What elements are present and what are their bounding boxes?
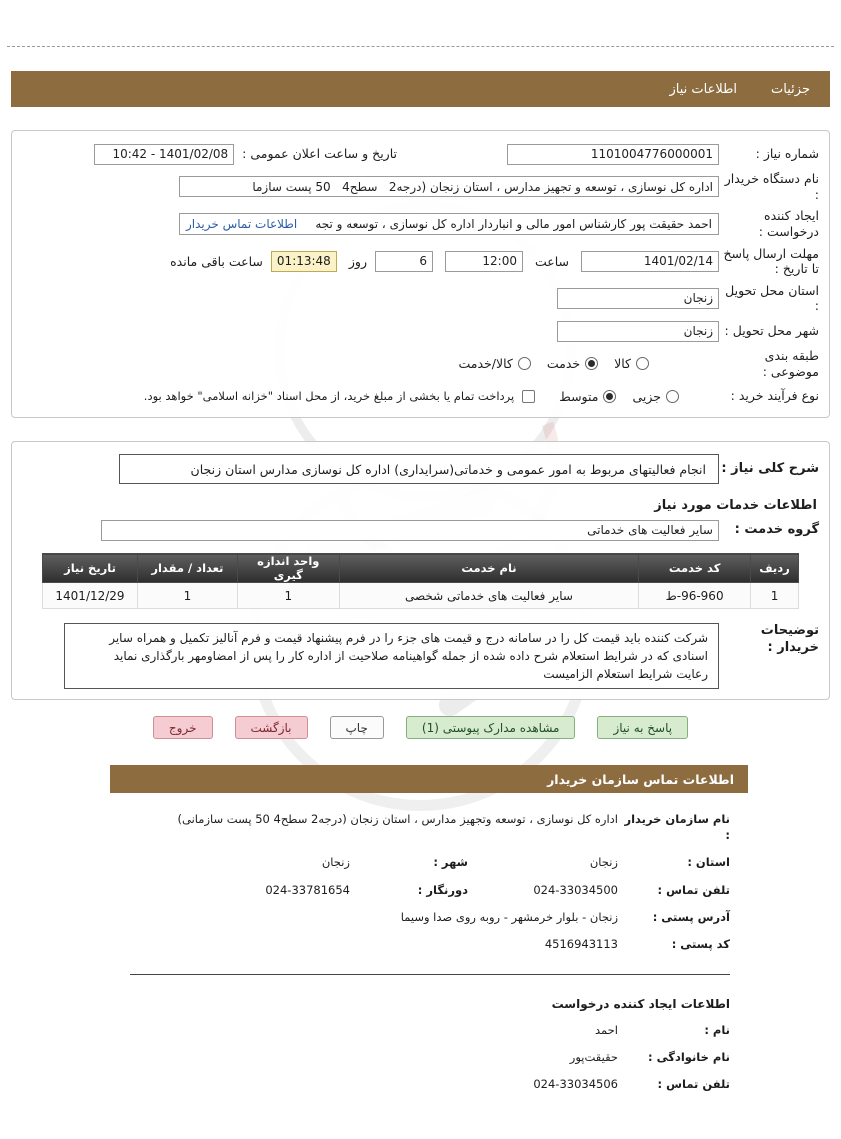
buyer-org-label: نام دستگاه خریدار : <box>724 171 819 202</box>
minor-radio-label: جزیی <box>632 388 661 404</box>
province-city-row <box>110 854 730 870</box>
last-name-row <box>110 1049 730 1065</box>
request-creator-row <box>22 208 819 239</box>
services-heading: اطلاعات خدمات مورد نیاز <box>654 498 817 514</box>
col-need-date: تاریخ نیاز <box>43 554 138 583</box>
goods-service-radio[interactable] <box>518 357 531 370</box>
table-row <box>43 583 799 609</box>
contact-address-value: زنجان - بلوار خرمشهر - روبه روی صدا وسیما <box>400 909 618 924</box>
buyer-notes-text: شرکت کننده باید قیمت کل را در سامانه درج و قیمت های جزء را در فرم پیشنهاد قیمت و فرم آنالیز تکمیل و همراه سایر اسنادی که در شرایط استعلام شرح داده شده از جمله گواهینامه صلاحیت از اداره کار را پس از امضاومهر بارگذاری نماید <box>109 631 708 664</box>
need-desc-box: انجام فعالیتهای مربوط به امور عمومی و خدماتی(سرایداری) اداره کل نوسازی مدارس استان زنجان <box>119 454 719 484</box>
delivery-province-label: استان محل تحویل : <box>725 282 819 314</box>
view-attachments-button[interactable]: مشاهده مدارک پیوستی (1) <box>406 716 576 739</box>
need-description-panel <box>11 441 830 700</box>
process-type-row <box>22 385 819 407</box>
process-type-label: نوع فرآیند خرید : <box>730 388 819 404</box>
service-radio-label: خدمت <box>546 356 581 372</box>
service-group-input[interactable] <box>101 520 719 541</box>
deadline-row <box>22 246 819 277</box>
address-row <box>110 909 730 925</box>
buyer-notes-label: توضیحات خریدار : <box>760 623 819 655</box>
option-service[interactable] <box>547 356 598 371</box>
cell-service-name: سایر فعالیت های خدماتی شخصی <box>339 583 638 609</box>
services-table-header-row <box>43 554 799 583</box>
need-number-input[interactable] <box>507 144 719 165</box>
request-creator-value: احمد حقیقت پور کارشناس امور مالی و انباردار اداره کل نوسازی ، توسعه و تجه <box>315 216 712 231</box>
announce-label: تاریخ و ساعت اعلان عمومی : <box>242 146 397 162</box>
org-name-label: نام سازمان خریدار : <box>624 812 730 843</box>
cell-row-number: 1 <box>751 583 799 609</box>
contact-city-value: زنجان <box>321 855 350 870</box>
goods-radio-label: کالا <box>614 356 631 372</box>
request-creator-field <box>179 213 719 235</box>
service-radio[interactable] <box>585 357 598 370</box>
postal-code-label: کد پستی : <box>671 936 730 951</box>
col-unit: واحد اندازه گیری <box>237 554 339 583</box>
col-row-number: ردیف <box>751 554 799 583</box>
need-number-row <box>22 143 819 165</box>
hour-label: ساعت <box>534 253 569 269</box>
first-name-value: احمد <box>595 1022 618 1037</box>
remaining-countdown: 01:13:48 <box>271 251 337 272</box>
delivery-province-input[interactable] <box>557 288 719 309</box>
creator-info-heading: اطلاعات ایجاد کننده درخواست <box>551 996 730 1011</box>
contact-phone-label: تلفن تماس : <box>657 882 730 897</box>
minor-radio[interactable] <box>666 390 679 403</box>
exit-button[interactable]: خروج <box>153 716 213 739</box>
need-desc-row <box>22 454 819 484</box>
first-name-label: نام : <box>704 1022 730 1037</box>
delivery-city-label: شهر محل تحویل : <box>724 323 819 339</box>
contact-province-value: زنجان <box>589 855 618 870</box>
medium-radio-label: متوسط <box>559 388 599 404</box>
first-name-row <box>110 1022 730 1038</box>
buyer-notes-text-2: رعایت شرایط استعلام الزامیست <box>543 667 708 682</box>
service-group-label: گروه خدمت : <box>734 522 819 538</box>
option-goods-service[interactable] <box>458 356 530 371</box>
option-medium[interactable] <box>559 389 616 404</box>
creator-phone-row <box>110 1076 730 1092</box>
creator-phone-value: 024-33034506 <box>533 1077 618 1091</box>
col-service-name: نام خدمت <box>339 554 638 583</box>
buyer-contact-link[interactable]: اطلاعات تماس خریدار <box>186 216 298 231</box>
remaining-label: ساعت باقی مانده <box>170 253 263 269</box>
top-dashed-divider <box>7 46 834 47</box>
days-input[interactable] <box>375 251 433 272</box>
contact-province-label: استان : <box>687 855 730 870</box>
tab-details[interactable]: جزئیات <box>771 81 810 97</box>
buyer-notes-box <box>64 623 719 689</box>
announce-datetime-input[interactable] <box>94 144 234 165</box>
contact-fax-value: 024-33781654 <box>265 882 350 897</box>
creator-phone-label: تلفن تماس : <box>657 1077 730 1091</box>
cell-quantity: 1 <box>138 583 238 609</box>
contact-phone-value: 024-33034500 <box>533 882 618 897</box>
deadline-time-input[interactable] <box>445 251 523 272</box>
org-name-value: اداره کل نوسازی ، توسعه وتجهیز مدارس ، استان زنجان (درجه2 سطح4 50 پست سازمانی) <box>177 812 618 827</box>
option-goods[interactable] <box>614 356 649 371</box>
action-buttons-row <box>0 716 841 739</box>
delivery-city-input[interactable] <box>557 321 719 342</box>
request-creator-label: ایجاد کننده درخواست : <box>758 208 819 239</box>
back-button[interactable]: بازگشت <box>235 716 308 739</box>
need-number-label: شماره نیاز : <box>755 146 819 162</box>
cell-unit: 1 <box>237 583 339 609</box>
goods-service-radio-label: کالا/خدمت <box>458 356 513 372</box>
contact-address-label: آدرس پستی : <box>652 909 730 924</box>
cell-service-code: ط-96-960 <box>639 583 751 609</box>
col-quantity: تعداد / مقدار <box>138 554 238 583</box>
buyer-org-input[interactable] <box>179 176 719 197</box>
deadline-date-input[interactable] <box>581 251 719 272</box>
need-general-panel <box>11 130 830 418</box>
need-desc-label: شرح کلی نیاز : <box>721 461 819 477</box>
org-name-row <box>110 811 730 843</box>
respond-to-need-button[interactable]: پاسخ به نیاز <box>597 716 688 739</box>
contact-fax-label: دورنگار : <box>417 882 468 897</box>
buyer-contact-header: اطلاعات تماس سازمان خریدار <box>110 765 748 793</box>
classification-row <box>22 348 819 379</box>
medium-radio[interactable] <box>603 390 616 403</box>
day-label: روز <box>348 253 367 269</box>
tabs-bar <box>11 71 830 107</box>
section-divider <box>130 974 730 975</box>
delivery-province-row <box>22 283 819 314</box>
col-service-code: کد خدمت <box>639 554 751 583</box>
buyer-org-row <box>22 171 819 202</box>
option-minor[interactable] <box>632 389 679 404</box>
cell-need-date: 1401/12/29 <box>43 583 138 609</box>
classification-label: طبقه بندی موضوعی : <box>762 348 819 379</box>
delivery-city-row <box>22 320 819 342</box>
deadline-label: مهلت ارسال پاسخ تا تاریخ : <box>723 245 819 277</box>
treasury-checkbox[interactable] <box>522 390 535 403</box>
treasury-note-label: پرداخت تمام یا بخشی از مبلغ خرید، از محل اسناد "خزانه اسلامی" خواهد بود. <box>143 389 515 404</box>
service-group-row <box>22 519 819 541</box>
tab-need-info[interactable]: اطلاعات نیاز <box>669 81 738 97</box>
buyer-contact-section <box>110 811 730 1092</box>
last-name-label: نام خانوادگی : <box>648 1049 730 1064</box>
goods-radio[interactable] <box>636 357 649 370</box>
last-name-value: حقیقت‌پور <box>569 1049 618 1064</box>
postal-code-row <box>110 936 730 952</box>
phone-fax-row <box>110 882 730 898</box>
print-button[interactable]: چاپ <box>330 716 384 739</box>
services-table <box>42 553 799 609</box>
buyer-notes-row <box>22 623 819 689</box>
postal-code-value: 4516943113 <box>544 936 618 951</box>
contact-city-label: شهر : <box>433 855 468 870</box>
